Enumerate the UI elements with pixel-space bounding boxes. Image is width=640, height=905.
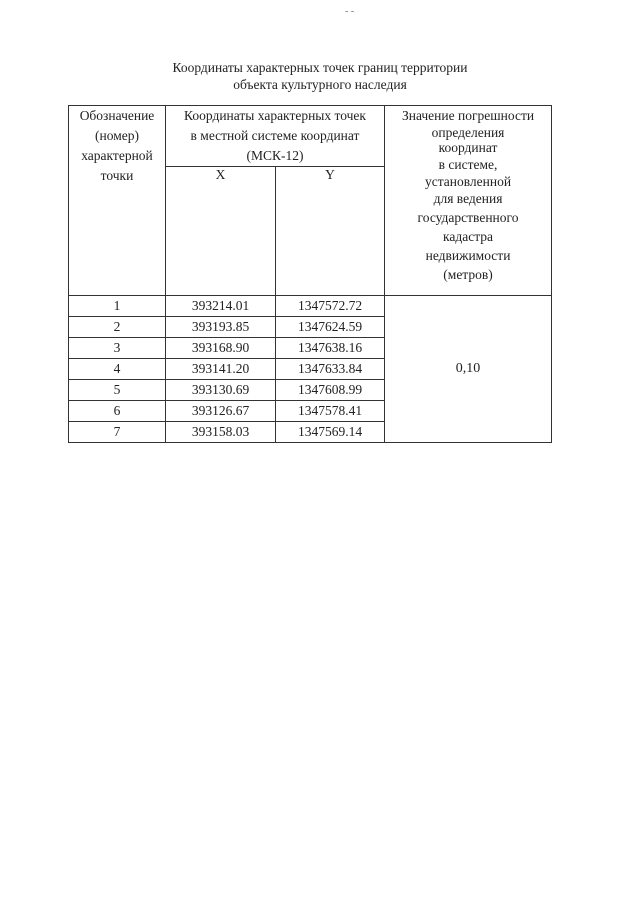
x-coordinate-cell: 393141.20 bbox=[166, 359, 276, 380]
coordinates-header bbox=[166, 106, 385, 167]
y-coordinate-cell: 1347624.59 bbox=[276, 317, 385, 338]
point-number-cell: 1 bbox=[69, 296, 166, 317]
y-coordinate-cell: 1347608.99 bbox=[276, 380, 385, 401]
error-header-line: координат bbox=[438, 140, 498, 155]
error-header-line: в системе, bbox=[438, 157, 498, 172]
error-header-line: установленной bbox=[424, 174, 512, 189]
x-coordinate-cell: 393214.01 bbox=[166, 296, 276, 317]
document-title bbox=[0, 59, 640, 93]
point-number-cell: 5 bbox=[69, 380, 166, 401]
point-number-cell: 3 bbox=[69, 338, 166, 359]
error-header bbox=[385, 106, 552, 296]
x-coordinate-cell: 393193.85 bbox=[166, 317, 276, 338]
x-coordinate-cell: 393126.67 bbox=[166, 401, 276, 422]
error-value-cell: 0,10 bbox=[385, 296, 552, 443]
point-number-cell: 4 bbox=[69, 359, 166, 380]
point-number-cell: 7 bbox=[69, 422, 166, 443]
table-row bbox=[69, 296, 552, 317]
point-number-cell: 6 bbox=[69, 401, 166, 422]
y-coordinate-cell: 1347578.41 bbox=[276, 401, 385, 422]
error-header-line: (метров) bbox=[443, 267, 493, 282]
y-coordinate-cell: 1347569.14 bbox=[276, 422, 385, 443]
title-line-2: объекта культурного наследия bbox=[233, 77, 407, 92]
coordinates-table bbox=[68, 105, 552, 443]
coordinates-header-line: (МСК-12) bbox=[246, 148, 304, 163]
x-coordinate-cell: 393130.69 bbox=[166, 380, 276, 401]
error-header-line: определения bbox=[431, 125, 505, 140]
title-line-1: Координаты характерных точек границ территории bbox=[172, 60, 468, 75]
x-column-header: X bbox=[166, 167, 276, 296]
point-designation-header-line: точки bbox=[100, 168, 134, 183]
error-header-line: Значение погрешности bbox=[401, 108, 535, 123]
scan-mark: - - bbox=[345, 6, 355, 17]
point-designation-header-line: характерной bbox=[81, 148, 153, 163]
point-designation-header bbox=[69, 106, 166, 296]
y-coordinate-cell: 1347572.72 bbox=[276, 296, 385, 317]
error-header-line: для ведения bbox=[433, 191, 503, 206]
point-designation-header-line: (номер) bbox=[95, 128, 139, 143]
y-column-header: Y bbox=[276, 167, 385, 296]
coordinates-header-line: в местной системе координат bbox=[190, 128, 360, 143]
error-header-line: недвижимости bbox=[425, 248, 511, 263]
point-number-cell: 2 bbox=[69, 317, 166, 338]
y-coordinate-cell: 1347638.16 bbox=[276, 338, 385, 359]
coordinates-header-line: Координаты характерных точек bbox=[184, 108, 366, 123]
error-header-line: кадастра bbox=[443, 229, 494, 244]
point-designation-header-line: Обозначение bbox=[79, 108, 155, 123]
y-coordinate-cell: 1347633.84 bbox=[276, 359, 385, 380]
error-header-line: государственного bbox=[417, 210, 519, 225]
x-coordinate-cell: 393168.90 bbox=[166, 338, 276, 359]
x-coordinate-cell: 393158.03 bbox=[166, 422, 276, 443]
